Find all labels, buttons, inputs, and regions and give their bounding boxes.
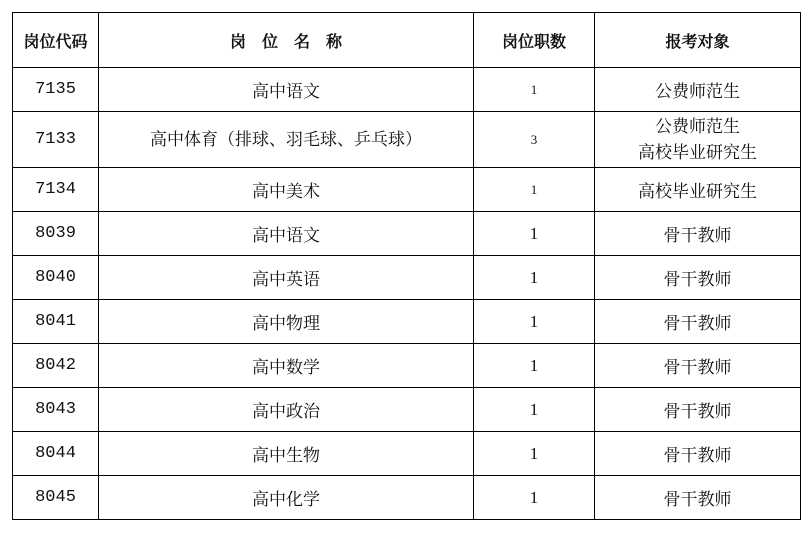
position-count-cell: 1	[474, 388, 595, 432]
applicant-target-line: 骨干教师	[663, 358, 732, 378]
applicant-target-line: 公费师范生	[655, 116, 740, 137]
position-count-cell: 1	[474, 68, 595, 112]
table-row	[13, 432, 801, 476]
position-name-cell: 高中生物	[99, 432, 474, 476]
applicant-target-cell	[595, 112, 801, 168]
position-count-cell: 1	[474, 212, 595, 256]
position-code-cell: 8042	[13, 344, 99, 388]
position-code-cell: 8040	[13, 256, 99, 300]
position-name-cell: 高中美术	[99, 168, 474, 212]
table-row	[13, 168, 801, 212]
position-name-cell: 高中物理	[99, 300, 474, 344]
position-count-cell: 1	[474, 476, 595, 520]
position-code-cell: 8041	[13, 300, 99, 344]
header-applicant-target: 报考对象	[595, 13, 801, 68]
applicant-target-line: 骨干教师	[663, 270, 732, 290]
applicant-target-cell	[595, 300, 801, 344]
table-row	[13, 388, 801, 432]
applicant-target-line: 骨干教师	[663, 314, 732, 334]
position-code-cell: 8039	[13, 212, 99, 256]
applicant-target-line: 骨干教师	[663, 446, 732, 466]
position-count-cell: 1	[474, 344, 595, 388]
applicant-target-line: 骨干教师	[663, 226, 732, 246]
position-code-cell: 8045	[13, 476, 99, 520]
applicant-target-line: 公费师范生	[655, 82, 740, 102]
header-position-name: 岗 位 名 称	[99, 13, 474, 68]
position-name-cell: 高中语文	[99, 68, 474, 112]
header-position-count: 岗位职数	[474, 13, 595, 68]
position-count-cell: 1	[474, 168, 595, 212]
table-row	[13, 68, 801, 112]
position-count-cell: 1	[474, 300, 595, 344]
table-row	[13, 112, 801, 168]
position-name-cell: 高中体育（排球、羽毛球、乒乓球）	[99, 112, 474, 168]
position-count-cell: 1	[474, 256, 595, 300]
position-code-cell: 7133	[13, 112, 99, 168]
position-name-cell: 高中数学	[99, 344, 474, 388]
applicant-target-cell	[595, 68, 801, 112]
applicant-target-cell	[595, 212, 801, 256]
position-name-cell: 高中化学	[99, 476, 474, 520]
applicant-target-cell	[595, 168, 801, 212]
applicant-target-line: 骨干教师	[663, 402, 732, 422]
applicant-target-cell	[595, 256, 801, 300]
applicant-target-cell	[595, 344, 801, 388]
position-name-cell: 高中政治	[99, 388, 474, 432]
applicant-target-cell	[595, 432, 801, 476]
table-row	[13, 300, 801, 344]
applicant-target-line: 高校毕业研究生	[638, 142, 757, 163]
applicant-target-cell	[595, 476, 801, 520]
table-row	[13, 212, 801, 256]
table-row	[13, 476, 801, 520]
position-count-cell: 1	[474, 432, 595, 476]
header-position-code: 岗位代码	[13, 13, 99, 68]
position-code-cell: 8044	[13, 432, 99, 476]
position-code-cell: 7135	[13, 68, 99, 112]
position-code-cell: 8043	[13, 388, 99, 432]
table-row	[13, 344, 801, 388]
positions-table	[12, 12, 801, 520]
applicant-target-line: 高校毕业研究生	[638, 182, 757, 202]
position-name-cell: 高中语文	[99, 212, 474, 256]
position-code-cell: 7134	[13, 168, 99, 212]
position-name-cell: 高中英语	[99, 256, 474, 300]
table-row	[13, 256, 801, 300]
applicant-target-line: 骨干教师	[663, 490, 732, 510]
applicant-target-cell	[595, 388, 801, 432]
table-header-row	[13, 13, 801, 68]
position-count-cell: 3	[474, 112, 595, 168]
